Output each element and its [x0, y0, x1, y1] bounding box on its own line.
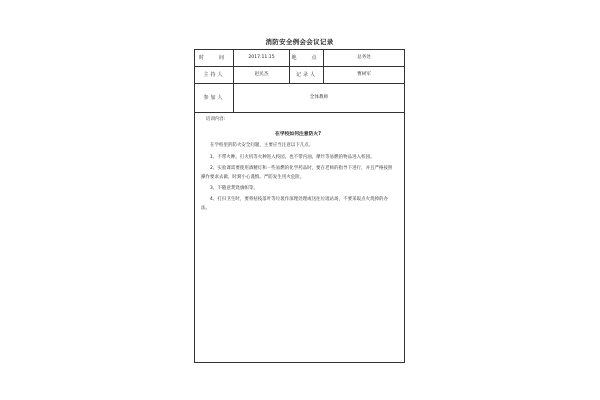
recorder-label: 记录人: [290, 67, 324, 84]
place-label: 地 点: [290, 50, 324, 67]
host-label: 主持人: [195, 67, 234, 84]
training-content-label: 培训内容:: [206, 117, 226, 122]
time-label: 时 间: [195, 50, 234, 67]
host-value: 赵民杰: [234, 67, 290, 84]
training-content: [195, 113, 404, 213]
content-paragraph: 2、实验课需要使用酒精灯和一些易燃的化学药品时，要在老师的指导下进行，并且严格按照操作要求去做，时刻小心谨慎。严防发生用火危险。: [201, 166, 393, 180]
attendees-label: 参加人: [195, 84, 234, 113]
record-header-grid: [195, 50, 404, 113]
document-title: 消防安全例会会议记录: [265, 38, 334, 46]
time-value: 2017.11.15: [234, 50, 290, 67]
meeting-record-form: [194, 49, 405, 363]
content-paragraph: 3、不随意焚烧旗帜等。: [210, 185, 258, 191]
training-topic: 在学校如何注意防火?: [275, 132, 321, 138]
content-paragraph: 1、不带火种。打火机等火种进入校园。也不带内油、爆竹等易燃的物品进入校园。: [210, 154, 375, 160]
place-value: 总务处: [324, 50, 404, 67]
attendees-value: 全体教师: [234, 84, 404, 113]
content-paragraph: 在学校里的防火安全问题，主要应当注意以下几点。: [210, 143, 314, 149]
recorder-value: 曹树军: [324, 67, 404, 84]
content-paragraph: 4、打扫卫生时，要将枯枝落叶等垃圾作深埋处理或送往垃圾站场，不要采取点火烧掉的办法。: [201, 197, 389, 211]
